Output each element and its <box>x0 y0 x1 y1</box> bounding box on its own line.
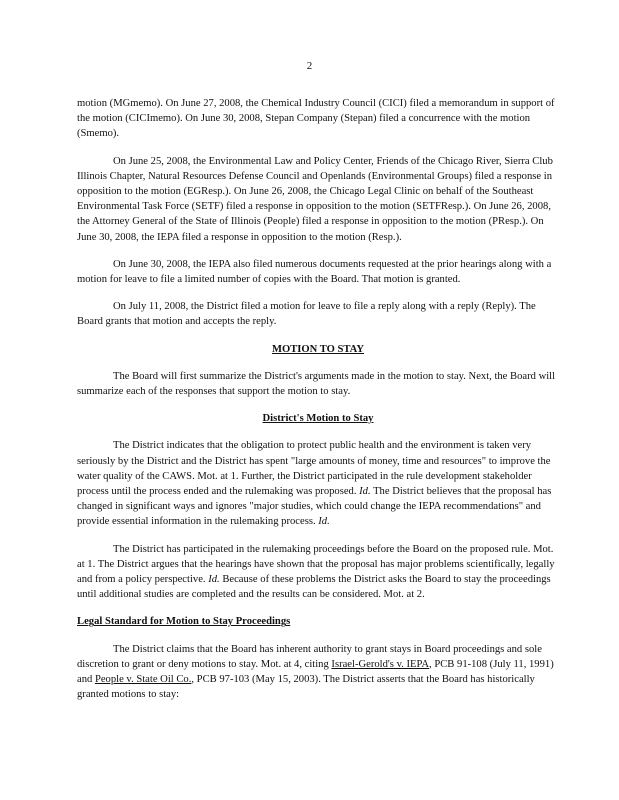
paragraph-text: The District claims that the Board has inherent authority to grant stays in Board proceedings and sole discretion to grant or deny motions to stay. Mot. at 4, citing <box>77 643 542 670</box>
page-number: 2 <box>306 60 313 72</box>
paragraph-summary-intro: The Board will first summarize the District's arguments made in the motion to stay. Next, the Board will summarize each of the responses that support the motion to stay. <box>77 370 556 398</box>
paragraph-inherent-authority <box>77 642 559 703</box>
id-citation: Id. <box>359 486 371 498</box>
document-body <box>77 96 559 715</box>
case-citation: People v. State Oil Co. <box>94 674 192 686</box>
heading-legal-standard: Legal Standard for Motion to Stay Proceedings <box>77 616 291 628</box>
paragraph-iepa-documents: On June 30, 2008, the IEPA also filed numerous documents requested at the prior hearings along with a motion for leave to file a limited number of copies with the Board. That motion is granted. <box>77 258 552 286</box>
paragraph-text: The District has participated in the rulemaking proceedings before the Board on the proposed rule. Mot. at 1. The District argues that the hearings have shown that the proposal has major problems scientifically, legally and from a policy perspective. <box>77 543 555 586</box>
paragraph-text: , PCB 91-108 (July 11, 1991) and <box>77 658 554 686</box>
paragraph-responses-in-opposition: On June 25, 2008, the Environmental Law and Policy Center, Friends of the Chicago River, Sierra Club Illinois Chapter, Natural Resources Defense Council and Openlands (Environmental Groups) filed a response in opposition to the motion (EGResp.). On June 26, 2008, the Chicago Legal Clinic on behalf of the Southeast Environmental Task Force (SETF) filed a response in opposition to the motion (SETFResp.). On June 26, 2008, the Attorney General of the State of Illinois (People) filed a response in opposition to the motion (PResp.). On June 30, 2008, the IEPA filed a response in opposition to the motion (Resp.). <box>77 155 553 243</box>
paragraph-text: Because of these problems the District asks the Board to stay the proceedings until additional studies are completed and the results can be considered. Mot. at 2. <box>77 574 551 601</box>
id-citation: Id. <box>318 516 330 528</box>
paragraph-text: The District indicates that the obligation to protect public health and the environment is taken very seriously by the District and the District has spent "large amounts of money, time and resources" to improve the water quality of the CAWS. Mot. at 1. Further, the District participated in the rule development stakeholder process until the process ended and the rulemaking was proposed. <box>77 440 551 498</box>
case-citation: Israel-Gerold's v. IEPA <box>331 658 430 670</box>
paragraph-text: , PCB 97-103 (May 15, 2003). The District asserts that the Board has historically granted motions to stay: <box>77 674 535 701</box>
heading-motion-to-stay: MOTION TO STAY <box>271 343 365 355</box>
heading-districts-motion: District's Motion to Stay <box>262 413 374 425</box>
paragraph-district-obligation <box>77 438 559 529</box>
paragraph-text: The District believes that the proposal has changed in significant ways and ignores "major studies, which could change the IEPA recommendations" and provide essential information in the rulemaking process. <box>77 486 552 528</box>
id-citation: Id. <box>208 574 220 586</box>
paragraph-district-participation <box>77 542 559 603</box>
paragraph-motion-memos: motion (MGmemo). On June 27, 2008, the Chemical Industry Council (CICI) filed a memorandum in support of the motion (CICImemo). On June 30, 2008, Stepan Company (Stepan) filed a concurrence with the motion (Smemo). <box>77 98 555 140</box>
paragraph-district-reply: On July 11, 2008, the District filed a motion for leave to file a reply along with a reply (Reply). The Board grants that motion and accepts the reply. <box>77 301 536 328</box>
